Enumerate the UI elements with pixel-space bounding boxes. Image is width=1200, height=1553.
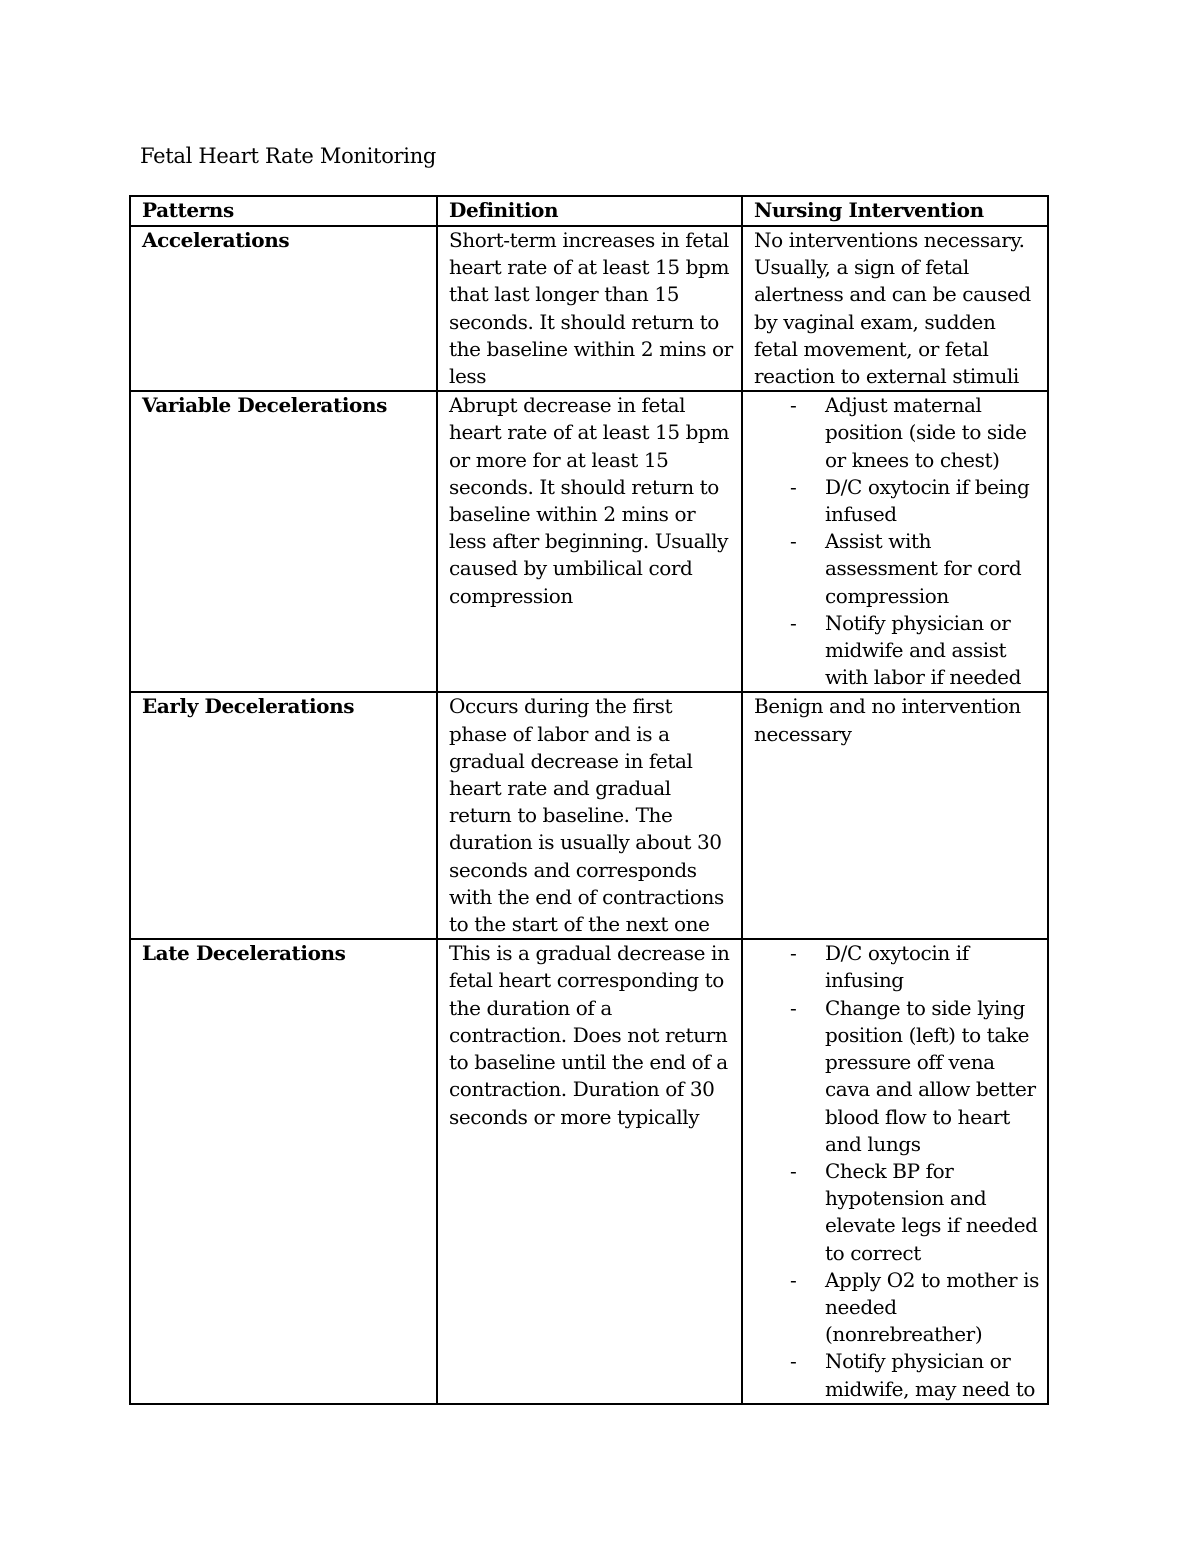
table-header-row <box>130 196 1048 226</box>
definition-cell: Occurs during the first phase of labor and is a gradual decrease in fetal heart rate and gradual return to baseline. The duration is usually about 30 seconds and corresponds with the end of contractions to the start of the next one <box>437 692 742 939</box>
definition-cell: Abrupt decrease in fetal heart rate of at least 15 bpm or more for at least 15 seconds. It should return to baseline within 2 mins or less after beginning. Usually caused by umbilical cord compression <box>437 391 742 692</box>
header-definition: Definition <box>437 196 742 226</box>
pattern-cell: Variable Decelerations <box>130 391 437 692</box>
intervention-step: - Adjust maternal position (side to side or knees to chest) <box>754 392 1041 474</box>
intervention-step: - Change to side lying position (left) to take pressure off vena cava and allow better blood flow to heart and lungs <box>754 995 1041 1158</box>
document-title: Fetal Heart Rate Monitoring <box>140 144 437 168</box>
intervention-cell <box>742 939 1048 1403</box>
table-row <box>130 391 1048 692</box>
intervention-step: - D/C oxytocin if being infused <box>754 474 1041 528</box>
intervention-list <box>754 392 1041 691</box>
fhr-table <box>129 195 1049 1405</box>
intervention-cell: Benign and no intervention necessary <box>742 692 1048 939</box>
intervention-step: - Apply O2 to mother is needed (nonrebreather) <box>754 1267 1041 1349</box>
pattern-cell: Late Decelerations <box>130 939 437 1403</box>
pattern-cell: Accelerations <box>130 226 437 391</box>
definition-cell: Short-term increases in fetal heart rate of at least 15 bpm that last longer than 15 seconds. It should return to the baseline within 2 mins or less <box>437 226 742 391</box>
header-nursing-intervention: Nursing Intervention <box>742 196 1048 226</box>
table-row <box>130 692 1048 939</box>
intervention-step: - Assist with assessment for cord compression <box>754 528 1041 610</box>
header-patterns: Patterns <box>130 196 437 226</box>
definition-cell: This is a gradual decrease in fetal heart corresponding to the duration of a contraction. Does not return to baseline until the end of a contraction. Duration of 30 seconds or more typically <box>437 939 742 1403</box>
table-row <box>130 939 1048 1403</box>
intervention-cell <box>742 391 1048 692</box>
intervention-step: - Check BP for hypotension and elevate legs if needed to correct <box>754 1158 1041 1267</box>
intervention-cell: No interventions necessary. Usually, a sign of fetal alertness and can be caused by vaginal exam, sudden fetal movement, or fetal reaction to external stimuli <box>742 226 1048 391</box>
intervention-step: - D/C oxytocin if infusing <box>754 940 1041 994</box>
intervention-list <box>754 940 1041 1402</box>
intervention-step: - Notify physician or midwife, may need to <box>754 1348 1041 1402</box>
table-row <box>130 226 1048 391</box>
intervention-step: - Notify physician or midwife and assist with labor if needed <box>754 610 1041 692</box>
pattern-cell: Early Decelerations <box>130 692 437 939</box>
